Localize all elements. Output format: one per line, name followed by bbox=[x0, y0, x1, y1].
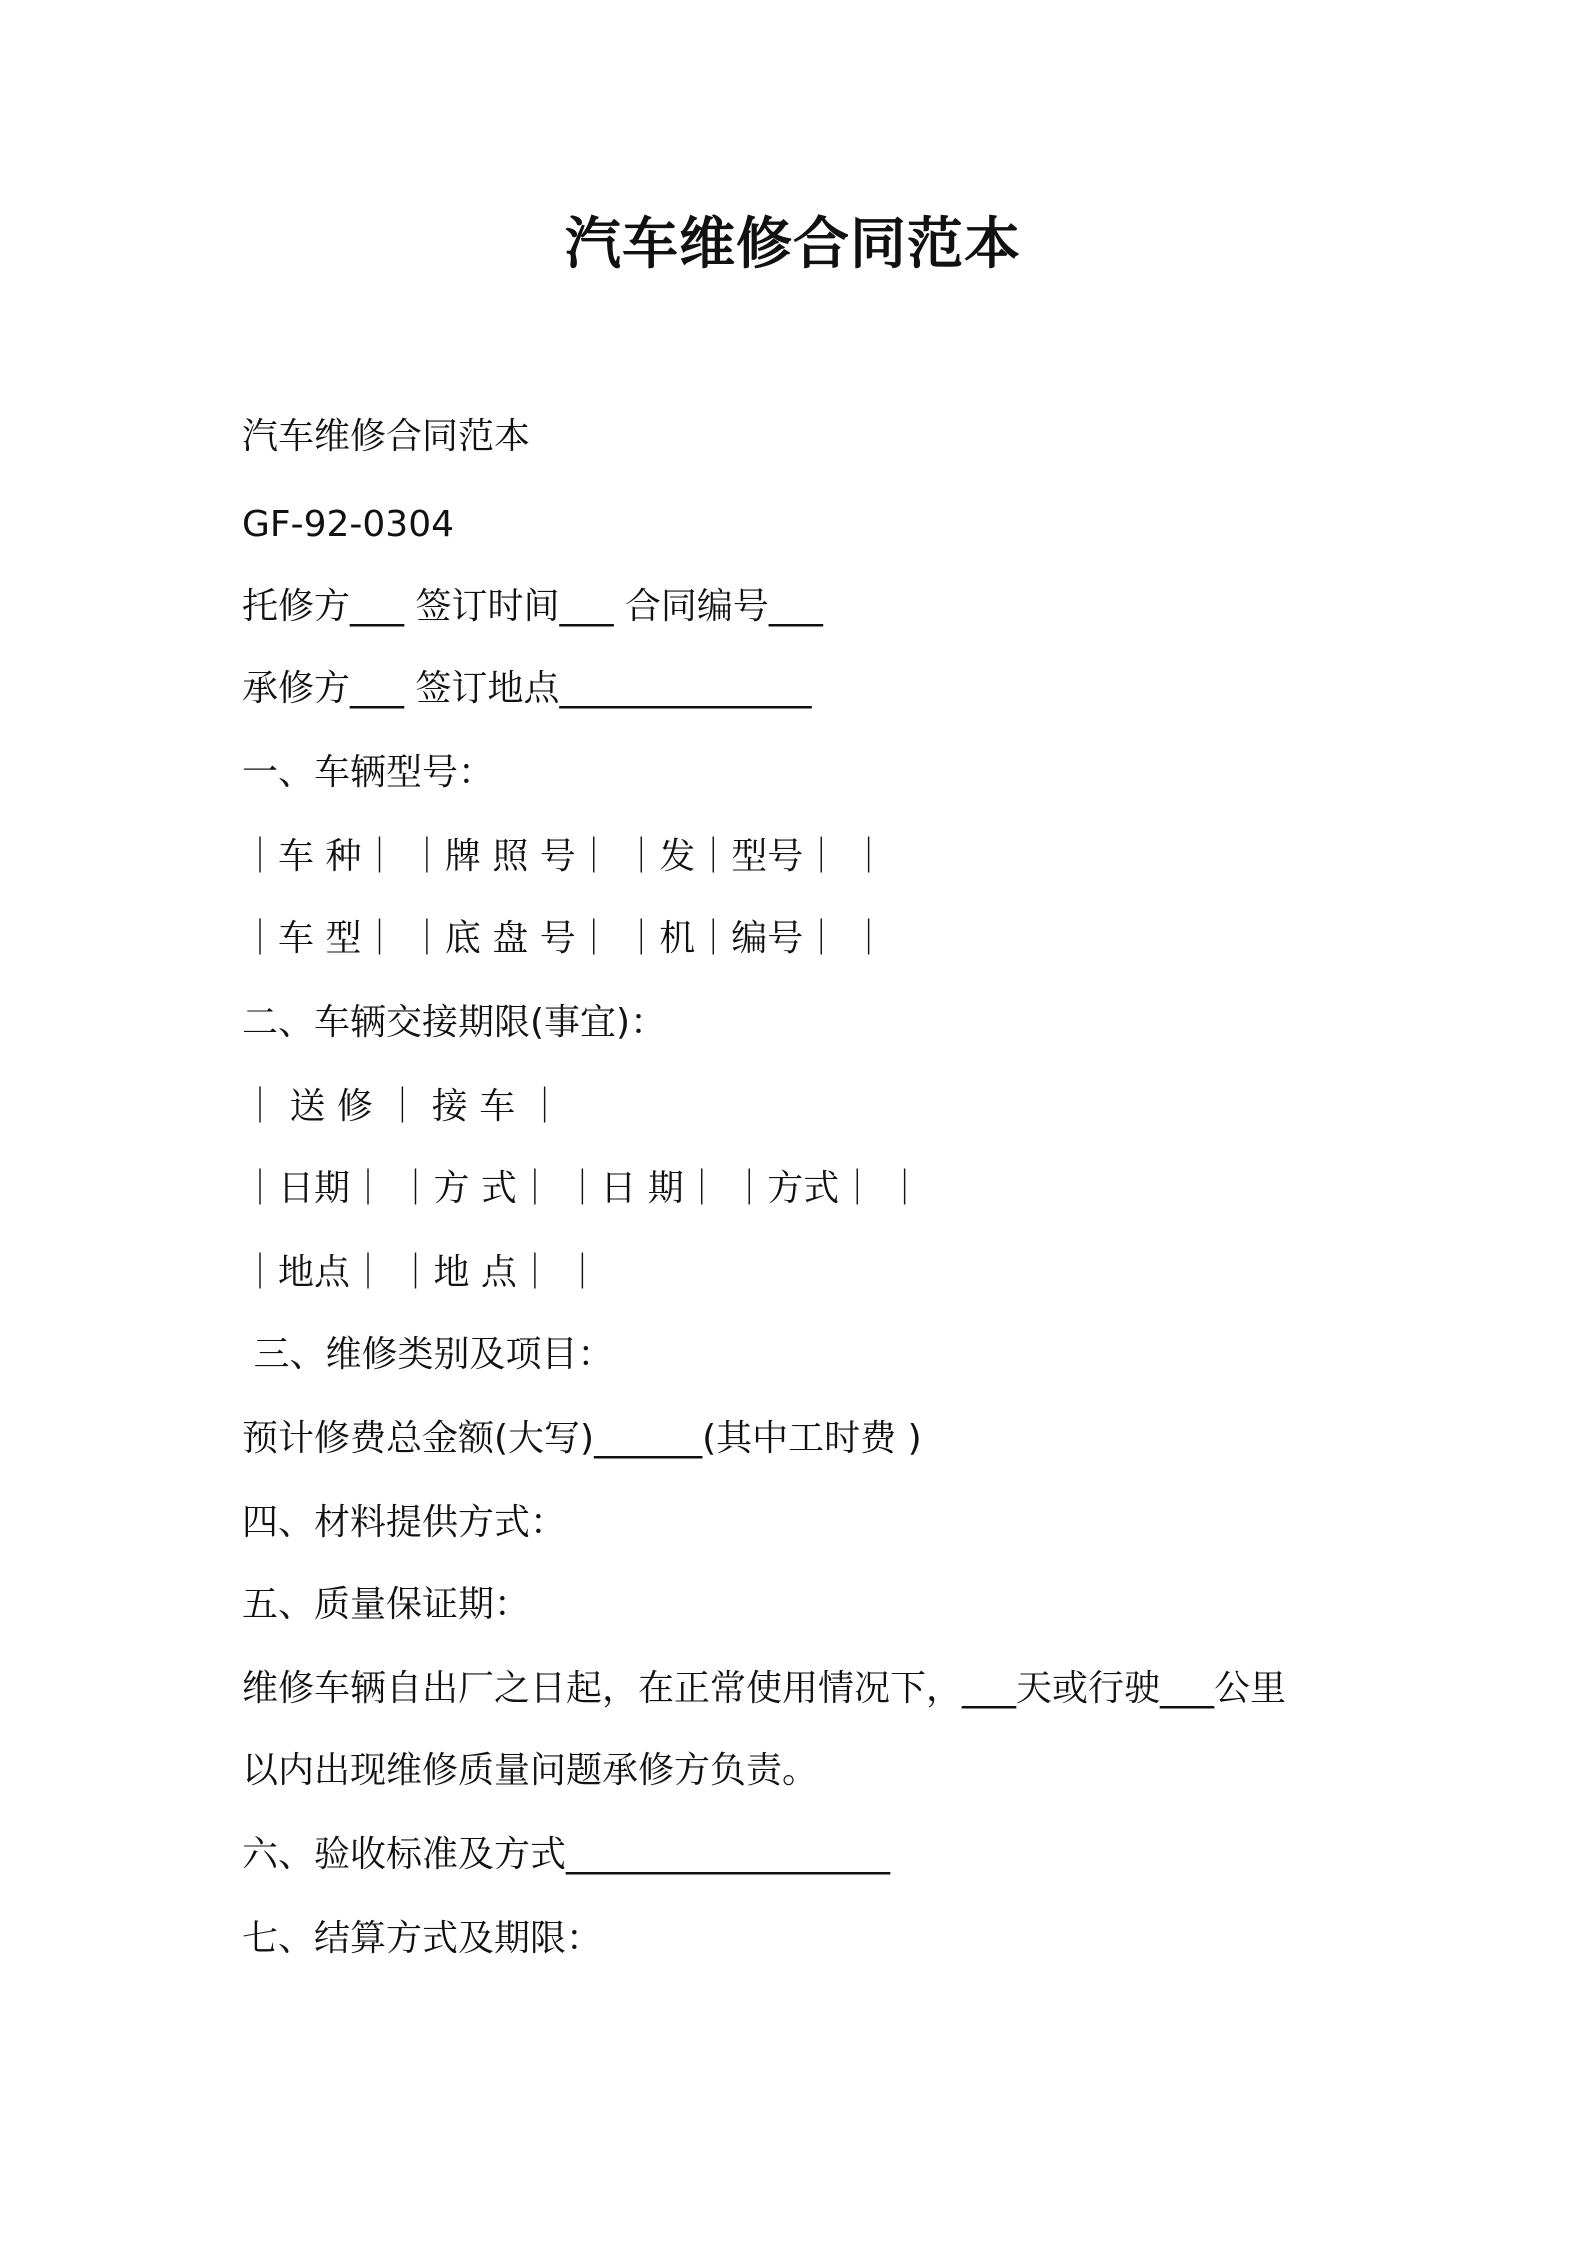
cost-line: 预计修费总金额(大写)______(其中工时费 ) bbox=[242, 1418, 922, 1459]
vehicle-table-row-2: ｜车 型｜ ｜底 盘 号｜ ｜机｜编号｜ ｜ bbox=[242, 918, 887, 959]
warranty-line-1: 维修车辆自出厂之日起，在正常使用情况下，___天或行驶___公里 bbox=[242, 1668, 1287, 1709]
section-2-heading: 二、车辆交接期限(事宜)： bbox=[242, 1002, 667, 1043]
section-6-line: 六、验收标准及方式__________________ bbox=[242, 1834, 891, 1875]
section-5-heading: 五、质量保证期： bbox=[242, 1584, 531, 1625]
document-subtitle: 汽车维修合同范本 bbox=[242, 416, 531, 457]
handover-table-row-2: ｜日期｜ ｜方 式｜ ｜日 期｜ ｜方式｜ ｜ bbox=[242, 1168, 923, 1209]
handover-table-row-1: ｜ 送 修 ｜ 接 车 ｜ bbox=[242, 1086, 563, 1127]
party-b-line: 承修方___ 签订地点______________ bbox=[242, 668, 812, 709]
section-4-heading: 四、材料提供方式： bbox=[242, 1502, 567, 1543]
vehicle-table-row-1: ｜车 种｜ ｜牌 照 号｜ ｜发｜型号｜ ｜ bbox=[242, 836, 887, 877]
handover-table-row-3: ｜地点｜ ｜地 点｜ ｜ bbox=[242, 1252, 601, 1293]
document-title: 汽车维修合同范本 bbox=[565, 212, 1021, 277]
section-3-heading: 三、维修类别及项目： bbox=[242, 1334, 614, 1375]
warranty-line-2: 以内出现维修质量问题承修方负责。 bbox=[242, 1750, 819, 1791]
section-7-heading: 七、结算方式及期限： bbox=[242, 1918, 603, 1959]
contract-code: GF-92-0304 bbox=[242, 504, 455, 545]
section-1-heading: 一、车辆型号： bbox=[242, 752, 495, 793]
party-a-line: 托修方___ 签订时间___ 合同编号___ bbox=[242, 586, 823, 627]
